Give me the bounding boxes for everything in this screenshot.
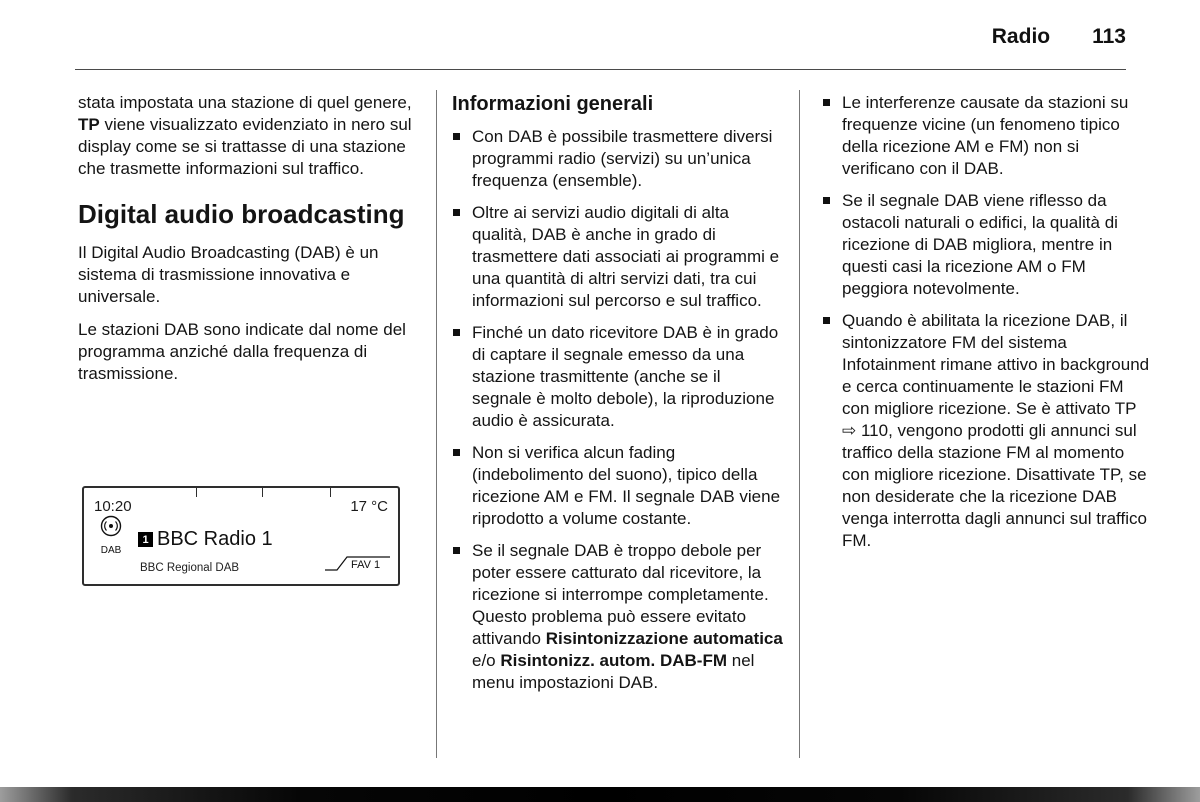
list-item [452, 540, 784, 694]
dab-band-label: DAB [100, 545, 122, 556]
list-item-text: Finché un dato ricevitore DAB è in grado di captare il segnale emesso da una stazione trasmittente (anche se il segnale è molto debole), la riproduzione audio è assicurata. [472, 323, 779, 430]
bullet-square-icon [823, 197, 830, 204]
ensemble-name: BBC Regional DAB [140, 562, 240, 574]
list-item [452, 126, 784, 192]
display-time: 10:20 [94, 498, 132, 515]
preset-number-badge [138, 532, 153, 547]
list-item [822, 310, 1152, 552]
bullet-list [822, 92, 1152, 552]
paragraph-text: viene visualizzato evidenziato in nero sul display come se si trattasse di una stazione che trasmette informazioni sul traffico. [78, 115, 412, 178]
list-item-text: Quando è abilitata la ricezione DAB, il sintonizzatore FM del sistema Infotainment rimane attivo in background e cerca continuamente le stazioni FM con migliore ricezione. Se è attivato TP ⇨ 110, vengono prodotti gli annunci sul traffico della stazione FM al momento con migliore ricezione. Disattivate TP, se non desiderate che la ricezione DAB venga interrotta dagli annunci sul traffico FM. [842, 311, 1150, 550]
list-item [822, 92, 1152, 180]
column-left [78, 92, 424, 574]
list-item-text: Non si verifica alcun fading (indebolimento del suono), tipico della ricezione AM e FM. Il segnale DAB viene riprodotto a volume costante. [472, 443, 781, 528]
list-item-text-part: Se il segnale DAB è troppo debole per poter essere catturato dal ricevitore, la ricezione si interrompe completamente. Questo problema può essere evitato attivando [472, 541, 769, 648]
list-item-text-part: nel menu impostazioni DAB. [472, 651, 755, 692]
list-item-text: Se il segnale DAB viene riflesso da ostacoli naturali o edifici, la qualità di ricezione di DAB migliora, mentre in questi casi la ricezione AM o FM peggiora notevolmente. [842, 191, 1118, 298]
list-item [452, 442, 784, 530]
bold-term: TP [78, 115, 100, 134]
radio-display-illustration [82, 486, 400, 586]
list-item [452, 322, 784, 432]
display-temperature: 17 °C [350, 498, 388, 515]
bullet-square-icon [453, 329, 460, 336]
station-name: BBC Radio 1 [157, 528, 273, 550]
dab-broadcast-icon [97, 515, 125, 539]
paragraph: Le stazioni DAB sono indicate dal nome del programma anziché dalla frequenza di trasmissione. [78, 320, 406, 383]
page-header [992, 25, 1126, 49]
bullet-square-icon [453, 209, 460, 216]
menu-option-name: Risintonizzazione automatica [545, 629, 783, 648]
bullet-square-icon [453, 547, 460, 554]
tab-tick-icon [262, 488, 263, 497]
list-item [452, 202, 784, 312]
list-item-text-part: e/o [472, 651, 501, 670]
subsection-heading: Informazioni generali [452, 93, 654, 115]
section-heading: Digital audio broadcasting [78, 199, 405, 229]
bullet-square-icon [823, 99, 830, 106]
bullet-list [452, 126, 784, 694]
header-rule [75, 69, 1126, 70]
column-divider-right [799, 90, 800, 758]
menu-option-name: Risintonizz. autom. DAB-FM [500, 651, 728, 670]
list-item-text [472, 540, 784, 694]
tab-tick-icon [330, 488, 331, 497]
bullet-square-icon [453, 449, 460, 456]
column-middle [452, 92, 784, 704]
bullet-square-icon [823, 317, 830, 324]
fav-label: FAV 1 [351, 559, 381, 571]
paragraph: Il Digital Audio Broadcasting (DAB) è un sistema di trasmissione innovativa e universale. [78, 243, 379, 306]
list-item [822, 190, 1152, 300]
page-edge-shadow [0, 787, 1200, 802]
column-right [822, 92, 1152, 562]
header-section-title: Radio [991, 25, 1051, 48]
header-page-number: 113 [1092, 25, 1126, 48]
list-item-text: Con DAB è possibile trasmettere diversi programmi radio (servizi) su un’unica frequenza (ensemble). [472, 127, 773, 190]
paragraph [78, 92, 424, 180]
bullet-square-icon [453, 133, 460, 140]
list-item-text: Le interferenze causate da stazioni su frequenze vicine (un fenomeno tipico della ricezione AM e FM) non si verificano con il DAB. [842, 93, 1129, 178]
fav-tab-outline-icon [324, 554, 392, 572]
tab-tick-icon [196, 488, 197, 497]
column-divider-left [436, 90, 437, 758]
list-item-text: Oltre ai servizi audio digitali di alta qualità, DAB è anche in grado di trasmettere dati associati ai programmi e una quantità di altri servizi dati, tra cui informazioni sul percorso e sul traffico. [472, 203, 780, 310]
dab-band-indicator [95, 515, 127, 556]
fav-tab [324, 554, 392, 578]
paragraph-text: stata impostata una stazione di quel genere, [78, 93, 412, 112]
preset-number: 1 [142, 533, 149, 546]
